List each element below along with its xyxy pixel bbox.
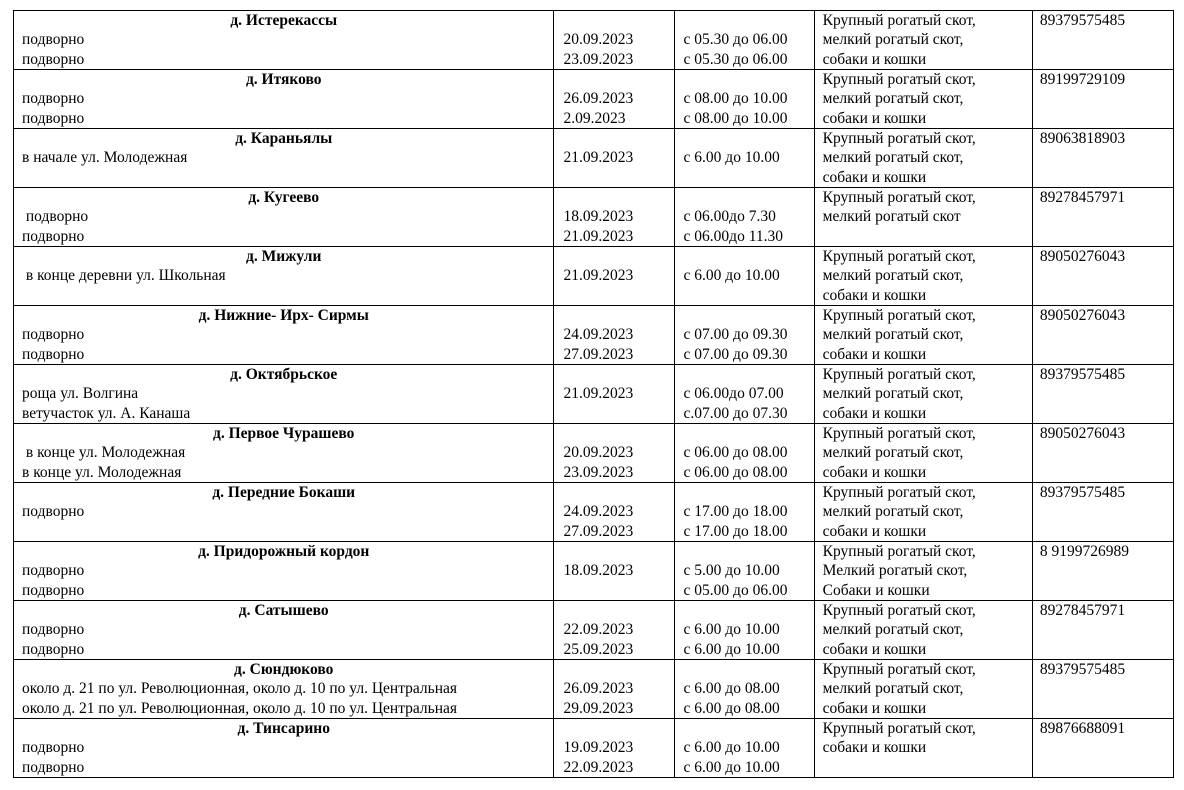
time-line: с 5.00 до 10.00 bbox=[683, 562, 780, 580]
animals-cell bbox=[814, 542, 1032, 601]
animals-line bbox=[815, 758, 1032, 777]
time-line: с 6.00 до 10.00 bbox=[683, 621, 780, 639]
spacer bbox=[675, 424, 814, 443]
spacer bbox=[675, 247, 814, 266]
time-line: с 06.00 до 08.00 bbox=[683, 463, 788, 481]
table-row bbox=[14, 247, 1174, 306]
spacer bbox=[554, 660, 673, 679]
phone-cell bbox=[1032, 70, 1173, 129]
phone-number: 89050276043 bbox=[1039, 248, 1126, 265]
date-line: 26.09.2023 bbox=[563, 680, 634, 698]
phone-cell bbox=[1032, 660, 1173, 719]
phone-number: 89063818903 bbox=[1039, 130, 1126, 147]
date-line: 18.09.2023 bbox=[563, 562, 634, 580]
location-cell bbox=[14, 306, 554, 365]
animals-cell bbox=[814, 11, 1032, 70]
spacer bbox=[554, 542, 673, 561]
place-line: ветучасток ул. А. Канаша bbox=[22, 404, 191, 422]
date-line: 27.09.2023 bbox=[563, 522, 634, 540]
time-line: с.07.00 до 07.30 bbox=[683, 404, 788, 422]
date-line: 23.09.2023 bbox=[563, 50, 634, 68]
date-line bbox=[554, 168, 673, 187]
time-cell bbox=[674, 542, 814, 601]
phone-cell bbox=[1032, 542, 1173, 601]
date-line: 21.09.2023 bbox=[563, 267, 634, 285]
time-line: с 08.00 до 10.00 bbox=[683, 90, 788, 108]
phone-cell bbox=[1032, 306, 1173, 365]
time-line: с 6.00 до 08.00 bbox=[683, 699, 780, 717]
village-name: д. Сатышево bbox=[238, 602, 329, 619]
date-line: 21.09.2023 bbox=[563, 149, 634, 167]
location-cell bbox=[14, 483, 554, 542]
spacer bbox=[554, 11, 673, 30]
time-cell bbox=[674, 129, 814, 188]
animals-cell bbox=[814, 601, 1032, 660]
date-line: 24.09.2023 bbox=[563, 503, 634, 521]
date-cell bbox=[554, 719, 674, 778]
animals-line: собаки и кошки bbox=[822, 463, 927, 481]
date-cell bbox=[554, 11, 674, 70]
animals-line: мелкий рогатый скот, bbox=[822, 326, 964, 344]
date-line: 20.09.2023 bbox=[563, 31, 634, 49]
village-name: д. Нижние- Ирх- Сирмы bbox=[198, 307, 369, 324]
time-line: с 6.00 до 10.00 bbox=[683, 267, 780, 285]
spacer bbox=[675, 11, 814, 30]
date-line: 22.09.2023 bbox=[563, 758, 634, 776]
location-cell bbox=[14, 542, 554, 601]
date-line: 21.09.2023 bbox=[563, 385, 634, 403]
date-line: 2.09.2023 bbox=[563, 109, 626, 127]
vaccination-schedule-table bbox=[13, 10, 1174, 778]
place-line: в конце ул. Молодежная bbox=[22, 444, 186, 462]
phone-cell bbox=[1032, 129, 1173, 188]
phone-number: 89379575485 bbox=[1039, 366, 1126, 383]
location-cell bbox=[14, 601, 554, 660]
animals-line: мелкий рогатый скот, bbox=[822, 503, 964, 521]
place-line: подворно bbox=[22, 640, 85, 658]
village-name: д. Итяково bbox=[245, 71, 322, 88]
animals-line: Мелкий рогатый скот, bbox=[822, 562, 968, 580]
time-line: с 05.00 до 06.00 bbox=[683, 581, 788, 599]
animals-line: Крупный рогатый скот, bbox=[822, 307, 976, 324]
time-line: с 6.00 до 10.00 bbox=[683, 640, 780, 658]
village-name: д. Октябрьское bbox=[230, 366, 338, 383]
time-line bbox=[675, 286, 814, 305]
place-line: подворно bbox=[22, 227, 85, 245]
animals-line: мелкий рогатый скот, bbox=[822, 621, 964, 639]
location-cell bbox=[14, 365, 554, 424]
table-row bbox=[14, 601, 1174, 660]
location-cell bbox=[14, 70, 554, 129]
animals-line: мелкий рогатый скот, bbox=[822, 267, 964, 285]
animals-line: Крупный рогатый скот, bbox=[822, 484, 976, 501]
time-line: с 17.00 до 18.00 bbox=[683, 503, 788, 521]
animals-line: Крупный рогатый скот, bbox=[822, 425, 976, 442]
place-line: в начале ул. Молодежная bbox=[22, 149, 188, 167]
spacer bbox=[675, 719, 814, 738]
village-name: д. Истерекассы bbox=[230, 12, 338, 29]
place-line bbox=[14, 522, 553, 541]
time-line: с 6.00 до 10.00 bbox=[683, 149, 780, 167]
animals-line: Крупный рогатый скот, bbox=[822, 248, 976, 265]
spacer bbox=[675, 70, 814, 89]
spacer bbox=[675, 365, 814, 384]
time-cell bbox=[674, 306, 814, 365]
spacer bbox=[554, 188, 673, 207]
place-line bbox=[14, 168, 553, 187]
animals-cell bbox=[814, 306, 1032, 365]
time-line: с 06.00 до 08.00 bbox=[683, 444, 788, 462]
location-cell bbox=[14, 188, 554, 247]
place-line: подворно bbox=[22, 739, 85, 757]
location-cell bbox=[14, 129, 554, 188]
table-row bbox=[14, 306, 1174, 365]
date-line: 24.09.2023 bbox=[563, 326, 634, 344]
place-line: подворно bbox=[22, 208, 89, 226]
spacer bbox=[554, 601, 673, 620]
date-cell bbox=[554, 660, 674, 719]
animals-line: собаки и кошки bbox=[822, 404, 927, 422]
location-cell bbox=[14, 719, 554, 778]
date-line: 23.09.2023 bbox=[563, 463, 634, 481]
spacer bbox=[675, 129, 814, 148]
time-cell bbox=[674, 601, 814, 660]
location-cell bbox=[14, 660, 554, 719]
animals-line: собаки и кошки bbox=[822, 168, 927, 186]
time-cell bbox=[674, 188, 814, 247]
animals-line: собаки и кошки bbox=[822, 109, 927, 127]
date-line: 21.09.2023 bbox=[563, 227, 634, 245]
phone-number: 89050276043 bbox=[1039, 307, 1126, 324]
animals-line: Крупный рогатый скот, bbox=[822, 720, 976, 737]
date-cell bbox=[554, 129, 674, 188]
animals-line: мелкий рогатый скот bbox=[822, 208, 961, 226]
phone-cell bbox=[1032, 247, 1173, 306]
time-line: с 17.00 до 18.00 bbox=[683, 522, 788, 540]
table-row bbox=[14, 424, 1174, 483]
phone-number: 89050276043 bbox=[1039, 425, 1126, 442]
table-row bbox=[14, 188, 1174, 247]
animals-line bbox=[815, 227, 1032, 246]
time-line: с 08.00 до 10.00 bbox=[683, 109, 788, 127]
spacer bbox=[554, 70, 673, 89]
place-line: подворно bbox=[22, 503, 85, 521]
time-line: с 06.00до 7.30 bbox=[683, 208, 776, 226]
time-cell bbox=[674, 483, 814, 542]
spacer bbox=[675, 660, 814, 679]
spacer bbox=[675, 306, 814, 325]
location-cell bbox=[14, 11, 554, 70]
phone-cell bbox=[1032, 483, 1173, 542]
date-line: 18.09.2023 bbox=[563, 208, 634, 226]
time-cell bbox=[674, 247, 814, 306]
time-cell bbox=[674, 719, 814, 778]
location-cell bbox=[14, 247, 554, 306]
phone-cell bbox=[1032, 719, 1173, 778]
time-cell bbox=[674, 660, 814, 719]
village-name: д. Мижули bbox=[246, 248, 322, 265]
time-line: с 06.00до 11.30 bbox=[683, 227, 783, 245]
phone-cell bbox=[1032, 365, 1173, 424]
animals-cell bbox=[814, 247, 1032, 306]
animals-line: собаки и кошки bbox=[822, 286, 927, 304]
animals-line: собаки и кошки bbox=[822, 739, 927, 757]
time-cell bbox=[674, 365, 814, 424]
table-row bbox=[14, 129, 1174, 188]
table-row bbox=[14, 70, 1174, 129]
village-name: д. Кугеево bbox=[248, 189, 320, 206]
place-line: в конце ул. Молодежная bbox=[22, 463, 182, 481]
animals-line: собаки и кошки bbox=[822, 640, 927, 658]
place-line bbox=[14, 286, 553, 305]
place-line: около д. 21 по ул. Революционная, около д. 10 по ул. Центральная bbox=[22, 680, 458, 698]
time-line bbox=[675, 168, 814, 187]
time-cell bbox=[674, 424, 814, 483]
table-row bbox=[14, 483, 1174, 542]
spacer bbox=[675, 483, 814, 502]
animals-line: мелкий рогатый скот, bbox=[822, 680, 964, 698]
animals-line: Крупный рогатый скот, bbox=[822, 189, 976, 206]
date-cell bbox=[554, 424, 674, 483]
place-line: подворно bbox=[22, 90, 85, 108]
date-line: 29.09.2023 bbox=[563, 699, 634, 717]
date-line: 25.09.2023 bbox=[563, 640, 634, 658]
animals-line: мелкий рогатый скот, bbox=[822, 90, 964, 108]
animals-cell bbox=[814, 483, 1032, 542]
place-line: роща ул. Волгина bbox=[22, 385, 139, 403]
animals-cell bbox=[814, 70, 1032, 129]
time-line: с 06.00до 07.00 bbox=[683, 385, 784, 403]
phone-number: 89876688091 bbox=[1039, 720, 1126, 737]
time-cell bbox=[674, 70, 814, 129]
table-row bbox=[14, 660, 1174, 719]
place-line: в конце деревни ул. Школьная bbox=[22, 267, 226, 285]
date-line: 20.09.2023 bbox=[563, 444, 634, 462]
time-line: с 05.30 до 06.00 bbox=[683, 31, 788, 49]
phone-number: 89379575485 bbox=[1039, 12, 1126, 29]
phone-number: 89379575485 bbox=[1039, 661, 1126, 678]
spacer bbox=[554, 483, 673, 502]
animals-line: Собаки и кошки bbox=[822, 581, 930, 599]
animals-line: мелкий рогатый скот, bbox=[822, 31, 964, 49]
date-line: 27.09.2023 bbox=[563, 345, 634, 363]
date-line bbox=[554, 581, 673, 600]
time-line: с 07.00 до 09.30 bbox=[683, 326, 788, 344]
animals-line: мелкий рогатый скот, bbox=[822, 385, 964, 403]
phone-number: 8 9199726989 bbox=[1039, 543, 1129, 560]
date-cell bbox=[554, 601, 674, 660]
date-cell bbox=[554, 70, 674, 129]
animals-line: собаки и кошки bbox=[822, 345, 927, 363]
spacer bbox=[554, 129, 673, 148]
spacer bbox=[675, 601, 814, 620]
date-cell bbox=[554, 188, 674, 247]
place-line: подворно bbox=[22, 109, 85, 127]
animals-line: Крупный рогатый скот, bbox=[822, 366, 976, 383]
table-row bbox=[14, 542, 1174, 601]
date-line bbox=[554, 286, 673, 305]
table-row bbox=[14, 11, 1174, 70]
place-line: подворно bbox=[22, 581, 85, 599]
date-cell bbox=[554, 247, 674, 306]
time-line: с 05.30 до 06.00 bbox=[683, 50, 788, 68]
time-line: с 6.00 до 10.00 bbox=[683, 739, 780, 757]
animals-cell bbox=[814, 129, 1032, 188]
phone-number: 89199729109 bbox=[1039, 71, 1126, 88]
phone-cell bbox=[1032, 424, 1173, 483]
date-cell bbox=[554, 483, 674, 542]
animals-line: мелкий рогатый скот, bbox=[822, 444, 964, 462]
place-line: около д. 21 по ул. Революционная, около д. 10 по ул. Центральная bbox=[22, 699, 458, 717]
animals-line: Крупный рогатый скот, bbox=[822, 130, 976, 147]
spacer bbox=[675, 542, 814, 561]
animals-line: собаки и кошки bbox=[822, 522, 927, 540]
table-row bbox=[14, 365, 1174, 424]
animals-line: Крупный рогатый скот, bbox=[822, 71, 976, 88]
phone-number: 89379575485 bbox=[1039, 484, 1126, 501]
place-line: подворно bbox=[22, 562, 85, 580]
animals-line: собаки и кошки bbox=[822, 699, 927, 717]
phone-cell bbox=[1032, 11, 1173, 70]
place-line: подворно bbox=[22, 345, 85, 363]
phone-number: 89278457971 bbox=[1039, 602, 1126, 619]
date-line: 19.09.2023 bbox=[563, 739, 634, 757]
time-line: с 6.00 до 10.00 bbox=[683, 758, 780, 776]
animals-cell bbox=[814, 424, 1032, 483]
animals-line: Крупный рогатый скот, bbox=[822, 602, 976, 619]
animals-cell bbox=[814, 660, 1032, 719]
spacer bbox=[554, 365, 673, 384]
spacer bbox=[675, 188, 814, 207]
place-line: подворно bbox=[22, 50, 85, 68]
village-name: д. Караньялы bbox=[235, 130, 333, 147]
time-cell bbox=[674, 11, 814, 70]
animals-line: Крупный рогатый скот, bbox=[822, 12, 976, 29]
table-row bbox=[14, 719, 1174, 778]
animals-line: собаки и кошки bbox=[822, 50, 927, 68]
time-line: с 07.00 до 09.30 bbox=[683, 345, 788, 363]
time-line: с 6.00 до 08.00 bbox=[683, 680, 780, 698]
animals-cell bbox=[814, 188, 1032, 247]
animals-cell bbox=[814, 719, 1032, 778]
spacer bbox=[554, 424, 673, 443]
village-name: д. Передние Бокаши bbox=[212, 484, 356, 501]
animals-line: Крупный рогатый скот, bbox=[822, 543, 976, 560]
spacer bbox=[554, 719, 673, 738]
place-line: подворно bbox=[22, 31, 85, 49]
date-line: 26.09.2023 bbox=[563, 90, 634, 108]
location-cell bbox=[14, 424, 554, 483]
phone-cell bbox=[1032, 601, 1173, 660]
table-body bbox=[14, 11, 1174, 778]
village-name: д. Первое Чурашево bbox=[213, 425, 355, 442]
place-line: подворно bbox=[22, 758, 85, 776]
animals-line: мелкий рогатый скот, bbox=[822, 149, 964, 167]
animals-cell bbox=[814, 365, 1032, 424]
spacer bbox=[554, 247, 673, 266]
place-line: подворно bbox=[22, 326, 85, 344]
phone-cell bbox=[1032, 188, 1173, 247]
date-line bbox=[554, 404, 673, 423]
spacer bbox=[554, 306, 673, 325]
place-line: подворно bbox=[22, 621, 85, 639]
date-cell bbox=[554, 306, 674, 365]
animals-line: Крупный рогатый скот, bbox=[822, 661, 976, 678]
date-cell bbox=[554, 542, 674, 601]
village-name: д. Тинсарино bbox=[237, 720, 330, 737]
village-name: д. Придорожный кордон bbox=[198, 543, 370, 560]
date-line: 22.09.2023 bbox=[563, 621, 634, 639]
village-name: д. Сюндюково bbox=[234, 661, 334, 678]
date-cell bbox=[554, 365, 674, 424]
phone-number: 89278457971 bbox=[1039, 189, 1126, 206]
